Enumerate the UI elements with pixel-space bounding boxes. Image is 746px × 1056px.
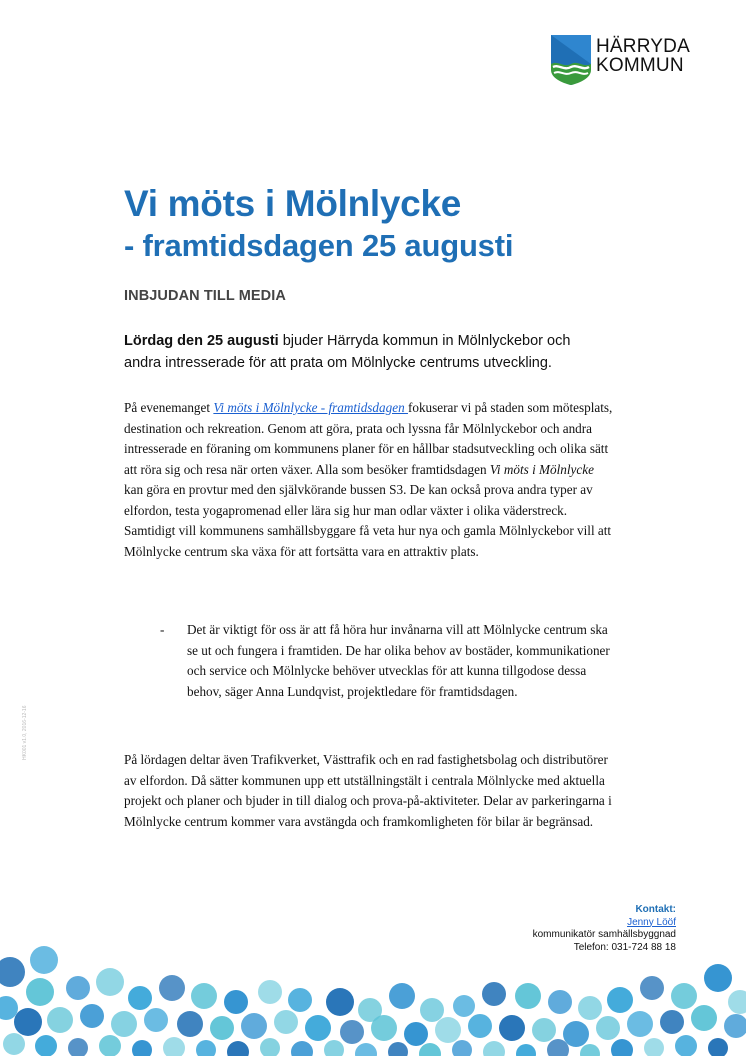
decorative-dot: [26, 978, 54, 1006]
decorative-dot: [0, 957, 25, 987]
decorative-dot: [724, 1014, 746, 1038]
decorative-dot: [453, 995, 475, 1017]
decorative-dot: [355, 1043, 377, 1056]
decorative-dot: [324, 1040, 344, 1056]
decorative-dot: [196, 1040, 216, 1056]
decorative-dot: [14, 1008, 42, 1036]
decorative-dot: [708, 1038, 728, 1056]
decorative-dot: [80, 1004, 104, 1028]
decorative-dot: [404, 1022, 428, 1046]
body-paragraph-1: [124, 398, 614, 562]
decorative-dot: [163, 1037, 185, 1056]
lead-paragraph: [124, 330, 604, 374]
logo-line1: HÄRRYDA: [596, 36, 690, 57]
decorative-dot: [305, 1015, 331, 1041]
decorative-dot: [224, 990, 248, 1014]
logo-text: [596, 37, 690, 75]
decorative-dot: [47, 1007, 73, 1033]
decorative-dot: [483, 1041, 505, 1056]
p1-end: kan göra en provtur med den självkörande bussen S3. De kan också prova andra typer av elfordon, testa yogapromenad eller lära sig hur man odlar växter i olika väderstreck.: [124, 482, 593, 518]
logo-line2: KOMMUN: [596, 55, 684, 76]
decorative-dot: [111, 1011, 137, 1037]
decorative-dot: [128, 986, 152, 1010]
decorative-dot: [227, 1041, 249, 1056]
document-title: [124, 182, 513, 266]
decorative-dot: [627, 1011, 653, 1037]
subheading: INBJUDAN TILL MEDIA: [124, 288, 286, 304]
quote-block: [160, 620, 610, 702]
lead-rest: bjuder Härryda kommun in Mölnlyckebor och andra intresserade för att prata om Mölnlycke centrums utveckling.: [124, 333, 571, 371]
quote-dash: -: [160, 622, 165, 637]
decorative-dot: [482, 982, 506, 1006]
p1-before-link: På evenemanget: [124, 400, 214, 415]
decorative-dot: [258, 980, 282, 1004]
decorative-dot: [260, 1038, 280, 1056]
decorative-dot: [68, 1038, 88, 1056]
decorative-dot: [159, 975, 185, 1001]
decorative-dot: [532, 1018, 556, 1042]
decorative-dot: [96, 968, 124, 996]
decorative-dot: [499, 1015, 525, 1041]
decorative-dot: [435, 1017, 461, 1043]
body-paragraph-3: På lördagen deltar även Trafikverket, Västtrafik och en rad fastighetsbolag och distributörer av elfordon. Då sätter kommunen upp ett utställningstält i centrala Mölnlycke med aktuella projekt och planer och bjuder in till dialog och prova-på-aktiviteter. Delar av parkeringarna i Mölnlycke centrum kommer vara avstängda och framkomligheten för bilar är begränsad.: [124, 752, 612, 829]
decorative-dot: [596, 1016, 620, 1040]
decorative-dot: [388, 1042, 408, 1056]
decorative-dot: [99, 1035, 121, 1056]
decorative-dot: [578, 996, 602, 1020]
decorative-dot: [340, 1020, 364, 1044]
decorative-dot: [241, 1013, 267, 1039]
decorative-dot: [66, 976, 90, 1000]
harryda-kommun-logo: [550, 30, 700, 90]
decorative-dot: [389, 983, 415, 1009]
decorative-dot: [35, 1035, 57, 1056]
p1-after-link: fokuserar vi på staden som mötesplats, destination och rekreation. Genom att göra, prata och lyssna får Mölnlyckebor och andra intresserade en föraning om kommunens planer för en hållbar stadsutveckling och olika sätt att röra sig och resa när orten växer. Alla som besöker framtidsdagen: [124, 400, 613, 477]
decorative-dot: [3, 1033, 25, 1055]
lead-bold: Lördag den 25 augusti: [124, 333, 279, 349]
decorative-dot: [132, 1040, 152, 1056]
decorative-dot: [691, 1005, 717, 1031]
contact-name-link[interactable]: Jenny Lööf: [627, 916, 676, 928]
decorative-dot: [326, 988, 354, 1016]
decorative-dot: [371, 1015, 397, 1041]
decorative-dot: [177, 1011, 203, 1037]
decorative-dot: [675, 1035, 697, 1056]
decorative-dot: [191, 983, 217, 1009]
decorative-dot: [660, 1010, 684, 1034]
event-link[interactable]: Vi möts i Mölnlycke - framtidsdagen: [213, 400, 408, 415]
decorative-dot: [420, 998, 444, 1022]
title-line2: - framtidsdagen 25 augusti: [124, 228, 514, 263]
p1-italic: Vi möts i Mölnlycke: [489, 461, 594, 477]
decorative-dot: [515, 983, 541, 1009]
decorative-dot: [144, 1008, 168, 1032]
decorative-dot: [563, 1021, 589, 1047]
contact-role: kommunikatör samhällsbyggnad: [532, 929, 676, 940]
decorative-dot: [704, 964, 732, 992]
decorative-dot: [288, 988, 312, 1012]
decorative-dot: [516, 1044, 536, 1056]
decorative-dot: [468, 1014, 492, 1038]
decorative-dot: [452, 1040, 472, 1056]
decorative-dot: [728, 990, 746, 1014]
body-paragraph-2: Samtidigt vill kommunens samhällsbyggare få veta hur nya och gamla Mölnlyckebor vill att Mölnlycke centrum ska växa för att fortsätta vara en attraktiv plats.: [124, 523, 612, 559]
decorative-dot: [607, 987, 633, 1013]
decorative-dot: [580, 1044, 600, 1056]
decorative-dot: [291, 1041, 313, 1056]
decorative-dots-footer: [0, 930, 746, 1056]
decorative-dot: [671, 983, 697, 1009]
title-line1: Vi möts i Mölnlycke: [124, 183, 462, 224]
decorative-dot: [30, 946, 58, 974]
decorative-dot: [210, 1016, 234, 1040]
contact-heading: Kontakt:: [635, 904, 676, 915]
side-note: HK001 v1.0, 2016-12-16: [22, 705, 28, 760]
decorative-dot: [548, 990, 572, 1014]
contact-phone: Telefon: 031-724 88 18: [573, 941, 676, 953]
shield-logo-icon: [550, 34, 592, 86]
decorative-dot: [640, 976, 664, 1000]
decorative-dot: [274, 1010, 298, 1034]
decorative-dot: [611, 1039, 633, 1056]
decorative-dot: [644, 1038, 664, 1056]
quote-text: Det är viktigt för oss är att få höra hur invånarna vill att Mölnlycke centrum ska se ut och fungera i framtiden. De har olika behov av bostäder, kommunikationer och service och Mölnlycke behöver utvecklas för att kunna tillgodose dessa behov, säger Anna Lundqvist, projektledare för framtidsdagen.: [187, 622, 610, 699]
decorative-dot: [419, 1043, 441, 1056]
